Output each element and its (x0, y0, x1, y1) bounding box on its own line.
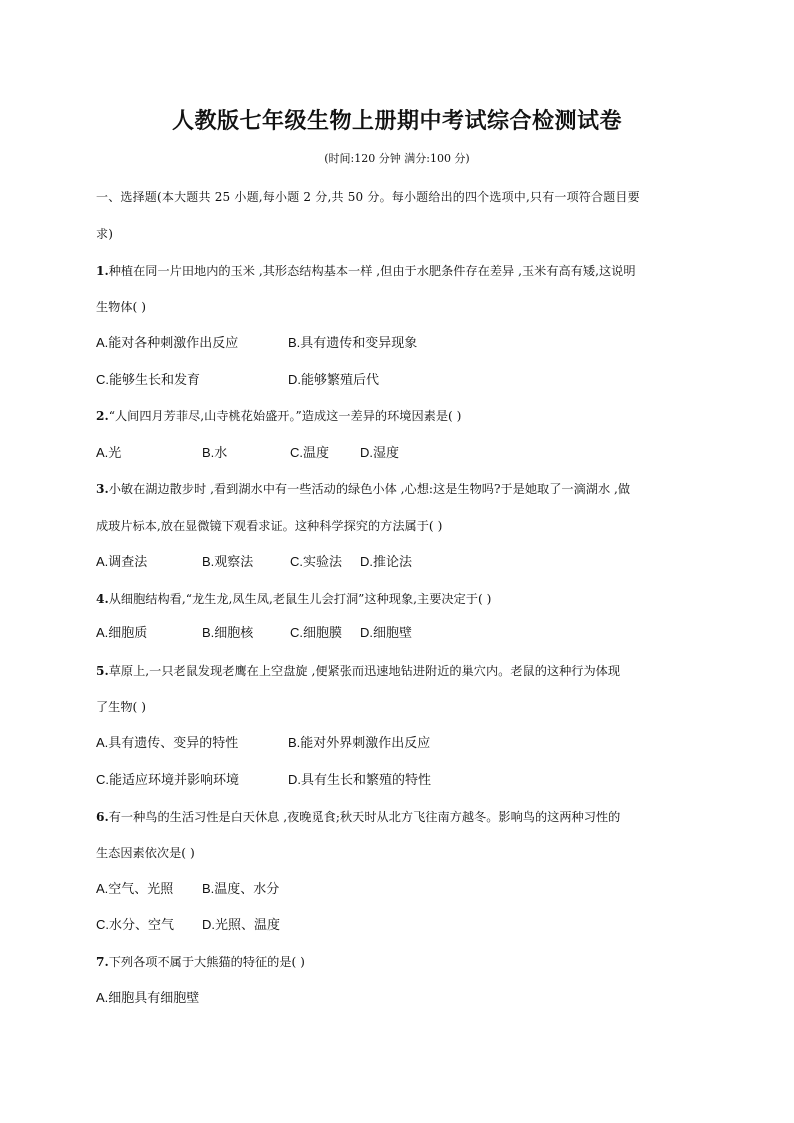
question-4-number: 4. (96, 592, 109, 606)
question-1-option-d[interactable]: D.能够繁殖后代 (288, 372, 380, 387)
question-7-number: 7. (96, 955, 109, 969)
question-2-option-d[interactable]: D.湿度 (360, 445, 400, 460)
question-5-options-row-1 (96, 734, 716, 752)
question-3-number: 3. (96, 482, 109, 496)
question-5-number: 5. (96, 664, 109, 678)
question-6-text-line-2: 生态因素依次是( ) (96, 846, 195, 860)
question-3-text-line-1: 3.小敏在湖边散步时 ,看到湖水中有一些活动的绿色小体 ,心想:这是生物吗?于是她取了一滴湖水 ,做 (96, 482, 631, 496)
exam-title: 人教版七年级生物上册期中考试综合检测试卷 (171, 108, 622, 134)
question-1-option-b[interactable]: B.具有遗传和变异现象 (288, 335, 418, 350)
question-5-options-row-2 (96, 771, 716, 789)
question-4-option-c[interactable]: C.细胞膜 (290, 625, 343, 640)
question-6-option-d[interactable]: D.光照、温度 (202, 917, 281, 932)
question-2-option-b[interactable]: B.水 (202, 445, 228, 460)
question-2-option-c[interactable]: C.温度 (290, 445, 330, 460)
question-1-text-line-2: 生物体( ) (96, 300, 146, 314)
question-2-options-row (96, 444, 716, 462)
question-6-options-row-2 (96, 916, 716, 934)
question-5-option-b[interactable]: B.能对外界刺激作出反应 (288, 735, 431, 750)
question-6-options-row-1 (96, 880, 716, 898)
question-5-option-d[interactable]: D.具有生长和繁殖的特性 (288, 772, 432, 787)
question-6-number: 6. (96, 810, 109, 824)
question-6-option-b[interactable]: B.温度、水分 (202, 881, 280, 896)
section-heading-line-2: 求) (96, 227, 114, 241)
question-4-option-a[interactable]: A.细胞质 (96, 625, 148, 640)
question-3-option-c[interactable]: C.实验法 (290, 554, 343, 569)
question-7-text-line-1: 7.下列各项不属于大熊猫的特征的是( ) (96, 955, 305, 969)
section-heading-line-1: 一、选择题(本大题共 25 小题,每小题 2 分,共 50 分。每小题给出的四个选项中,只有一项符合题目要 (96, 190, 640, 204)
question-1-number: 1. (96, 264, 109, 278)
question-1-options-row-2 (96, 371, 716, 389)
question-6-text-line-1: 6.有一种鸟的生活习性是白天休息 ,夜晚觅食;秋天时从北方飞往南方越冬。影响鸟的这两种习性的 (96, 810, 621, 824)
question-2-option-a[interactable]: A.光 (96, 445, 122, 460)
question-6-option-c[interactable]: C.水分、空气 (96, 917, 175, 932)
question-5-option-c[interactable]: C.能适应环境并影响环境 (96, 772, 240, 787)
question-1-option-a[interactable]: A.能对各种刺激作出反应 (96, 335, 239, 350)
question-5-text-line-1: 5.草原上,一只老鼠发现老鹰在上空盘旋 ,便紧张而迅速地钻进附近的巢穴内。老鼠的这种行为体现 (96, 664, 621, 678)
question-4-option-d[interactable]: D.细胞壁 (360, 625, 413, 640)
question-1-option-c[interactable]: C.能够生长和发育 (96, 372, 201, 387)
question-5-text-line-2: 了生物( ) (96, 700, 146, 714)
question-2-number: 2. (96, 409, 109, 423)
question-7-options-row-1 (96, 989, 716, 1007)
question-4-option-b[interactable]: B.细胞核 (202, 625, 254, 640)
question-3-option-a[interactable]: A.调查法 (96, 554, 148, 569)
question-7-option-a[interactable]: A.细胞具有细胞壁 (96, 990, 200, 1005)
exam-time-and-score: (时间:120 分钟 满分:100 分) (324, 152, 470, 165)
question-1-options-row-1 (96, 334, 716, 352)
question-4-text-line-1: 4.从细胞结构看,“龙生龙,凤生凤,老鼠生儿会打洞”这种现象,主要决定于( ) (96, 592, 492, 606)
question-3-option-d[interactable]: D.推论法 (360, 554, 413, 569)
question-1-text-line-1: 1.种植在同一片田地内的玉米 ,其形态结构基本一样 ,但由于水肥条件存在差异 ,玉米有高有矮,这说明 (96, 264, 636, 278)
question-4-options-row (96, 624, 716, 642)
question-3-text-line-2: 成玻片标本,放在显微镜下观看求证。这种科学探究的方法属于( ) (96, 519, 443, 533)
question-3-options-row (96, 553, 716, 571)
question-5-option-a[interactable]: A.具有遗传、变异的特性 (96, 735, 239, 750)
question-3-option-b[interactable]: B.观察法 (202, 554, 254, 569)
question-6-option-a[interactable]: A.空气、光照 (96, 881, 174, 896)
question-2-text-line-1: 2.“人间四月芳菲尽,山寺桃花始盛开。”造成这一差异的环境因素是( ) (96, 409, 462, 423)
